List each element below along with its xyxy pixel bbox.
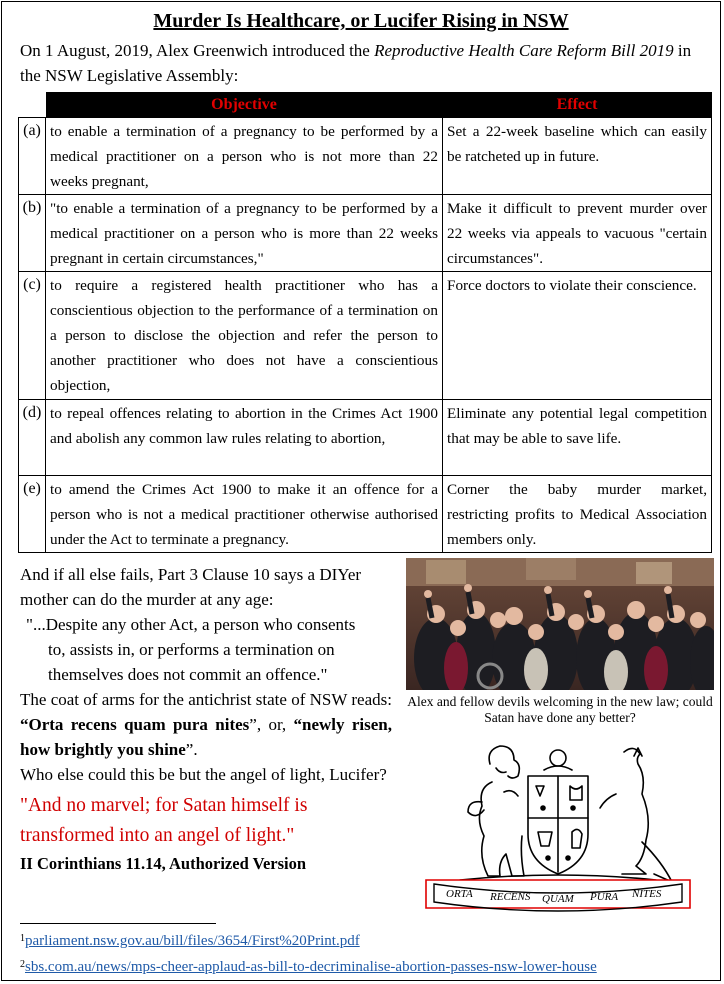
bible-verse: "And no marvel; for Satan himself is transformed into an angel of light." [20,795,308,846]
row-effect: Force doctors to violate their conscience. [443,272,712,400]
footnote-1 [20,932,360,950]
row-effect: Set a 22-week baseline which can easily be ratcheted up in future. [443,118,712,195]
footnote-number: 2 [20,959,25,970]
motto-word: RECENS [490,891,531,903]
diyer-paragraph: And if all else fails, Part 3 Clause 10 says a DIYer mother can do the murder at any age: [20,565,362,609]
document-page [1,1,721,981]
table-row [19,118,712,195]
row-objective: to amend the Crimes Act 1900 to make it an offence for a person who is not a medical practitioner otherwise authorised under the Act to terminate a pregnancy. [46,476,443,553]
photo-caption: Alex and fellow devils welcoming in the new law; could Satan have done any better? [407,694,713,725]
footnote-divider [20,923,216,924]
quote-line-3: themselves does not commit an offence." [48,665,328,684]
row-letter: (d) [19,400,46,476]
footnote-2 [20,958,597,976]
bill-objectives-table [18,92,712,553]
footnote-link-2[interactable]: sbs.com.au/news/mps-cheer-applaud-as-bill-to-decriminalise-abortion-passes-nsw-lower-house [25,959,597,975]
coat-of-arms-illustration [420,742,696,914]
verse-citation: II Corinthians 11.14, Authorized Version [20,854,307,873]
footnote-number: 1 [20,933,25,944]
row-objective: to require a registered health practitioner who has a conscientious objection to the performance of a termination on a person to disclose the objection and refer the person to another practitioner who does not have a conscientious objection, [46,272,443,400]
table-row [19,195,712,272]
intro-paragraph [20,38,715,88]
photo-illustration [406,558,714,690]
celebration-photo [406,558,714,690]
table-header-row [19,92,712,118]
row-letter: (b) [19,195,46,272]
bill-name: Reproductive Health Care Reform Bill 2019 [374,41,674,60]
lower-left-text [20,562,392,876]
table-row [19,400,712,476]
motto-word: NITES [632,888,662,900]
row-objective: "to enable a termination of a pregnancy to be performed by a medical practitioner on a person who is more than 22 weeks pregnant in certain circumstances," [46,195,443,272]
header-objective: Objective [46,92,443,118]
motto-word: PURA [590,891,619,903]
coat-of-arms-paragraph [20,687,392,762]
coat-text-before: The coat of arms for the antichrist state of NSW reads: [20,690,392,709]
motto-word: ORTA [446,888,473,900]
quote-line-2: to, assists in, or performs a termination on [48,640,335,659]
motto-latin: “Orta recens quam pura nites [20,715,250,734]
row-effect: Corner the baby murder market, restricting profits to Medical Association members only. [443,476,712,553]
row-letter: (e) [19,476,46,553]
nsw-coat-of-arms [420,742,696,914]
motto-word: QUAM [542,893,574,905]
quote-line-1: "...Despite any other Act, a person who consents [26,615,356,634]
row-effect: Eliminate any potential legal competition that may be able to save life. [443,400,712,476]
intro-text-before: On 1 August, 2019, Alex Greenwich introduced the [20,41,375,60]
lucifer-paragraph: Who else could this be but the angel of light, Lucifer? [20,765,387,784]
row-effect: Make it difficult to prevent murder over 22 weeks via appeals to vacuous "certain circumstances". [443,195,712,272]
header-effect: Effect [443,92,712,118]
coat-text-mid: ”, or, [249,715,294,734]
intro-text-after: in the NSW Legislative Assembly: [20,41,692,85]
row-objective: to enable a termination of a pregnancy to be performed by a medical practitioner on a person who is not more than 22 weeks pregnant, [46,118,443,195]
row-letter: (c) [19,272,46,400]
header-blank-cell [19,92,46,118]
row-letter: (a) [19,118,46,195]
page-title: Murder Is Healthcare, or Lucifer Rising in NSW [153,10,569,32]
row-objective: to repeal offences relating to abortion in the Crimes Act 1900 and abolish any common law rules relating to abortion, [46,400,443,476]
clause-quote [20,612,392,687]
table-row [19,272,712,400]
footnote-link-1[interactable]: parliament.nsw.gov.au/bill/files/3654/First%20Print.pdf [25,933,360,949]
table-row [19,476,712,553]
motto-english: “newly risen, how brightly you shine [20,715,392,759]
coat-text-end: ”. [185,740,198,759]
